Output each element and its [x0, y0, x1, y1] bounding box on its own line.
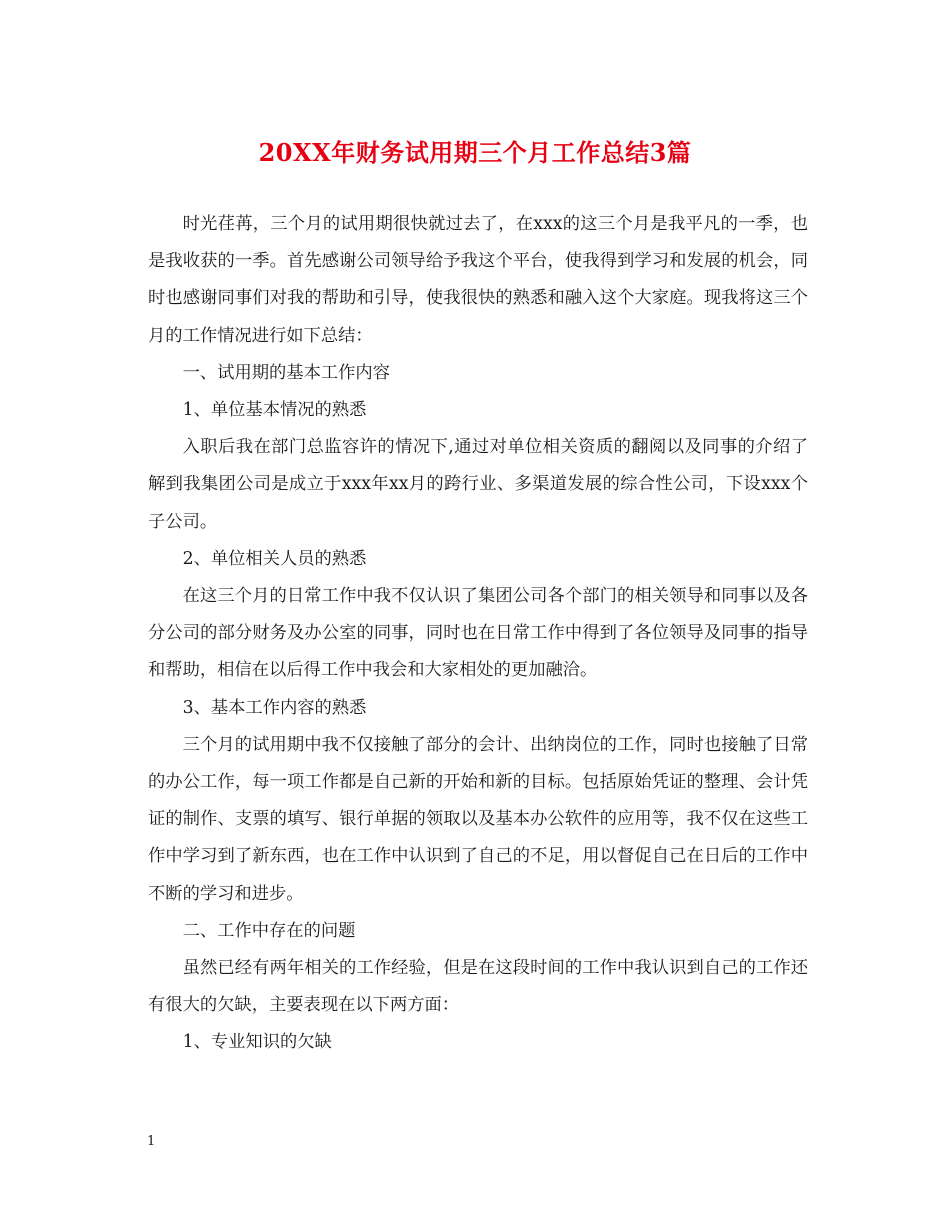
- subheading-1-1: 1、单位基本情况的熟悉: [182, 400, 367, 421]
- document-title: 20XX年财务试用期三个月工作总结3篇: [258, 138, 692, 167]
- paragraph-1-1: 入职后我在部门总监容许的情况下,通过对单位相关资质的翻阅以及同事的介绍了解到我集团公司是成立于xxx年xx月的跨行业、多渠道发展的综合性公司，下设xxx个子公司。: [148, 437, 808, 532]
- paragraph-2: 虽然已经有两年相关的工作经验，但是在这段时间的工作中我认识到自己的工作还有很大的欠缺，主要表现在以下两方面：: [148, 958, 808, 1016]
- paragraph-intro: 时光荏苒，三个月的试用期很快就过去了，在xxx的这三个月是我平凡的一季，也是我收获的一季。首先感谢公司领导给予我这个平台，使我得到学习和发展的机会，同时也感谢同事们对我的帮助和引导，使我很快的熟悉和融入这个大家庭。现我将这三个月的工作情况进行如下总结：: [148, 214, 808, 346]
- subheading-1-2: 2、单位相关人员的熟悉: [182, 548, 367, 569]
- subheading-1-3: 3、基本工作内容的熟悉: [182, 697, 367, 718]
- heading-section-1: 一、试用期的基本工作内容: [182, 362, 390, 383]
- subheading-2-1: 1、专业知识的欠缺: [182, 1032, 332, 1053]
- page-number: 1: [147, 1134, 156, 1149]
- paragraph-1-3: 三个月的试用期中我不仅接触了部分的会计、出纳岗位的工作，同时也接触了日常的办公工作，每一项工作都是自己新的开始和新的目标。包括原始凭证的整理、会计凭证的制作、支票的填写、银行单据的领取以及基本办公软件的应用等，我不仅在这些工作中学习到了新东西，也在工作中认识到了自己的不足，用以督促自己在日后的工作中不断的学习和进步。: [148, 734, 808, 904]
- paragraph-1-2: 在这三个月的日常工作中我不仅认识了集团公司各个部门的相关领导和同事以及各分公司的部分财务及办公室的同事，同时也在日常工作中得到了各位领导及同事的指导和帮助，相信在以后得工作中我会和大家相处的更加融洽。: [148, 586, 808, 681]
- document-body: [148, 206, 808, 1062]
- heading-section-2: 二、工作中存在的问题: [182, 920, 356, 941]
